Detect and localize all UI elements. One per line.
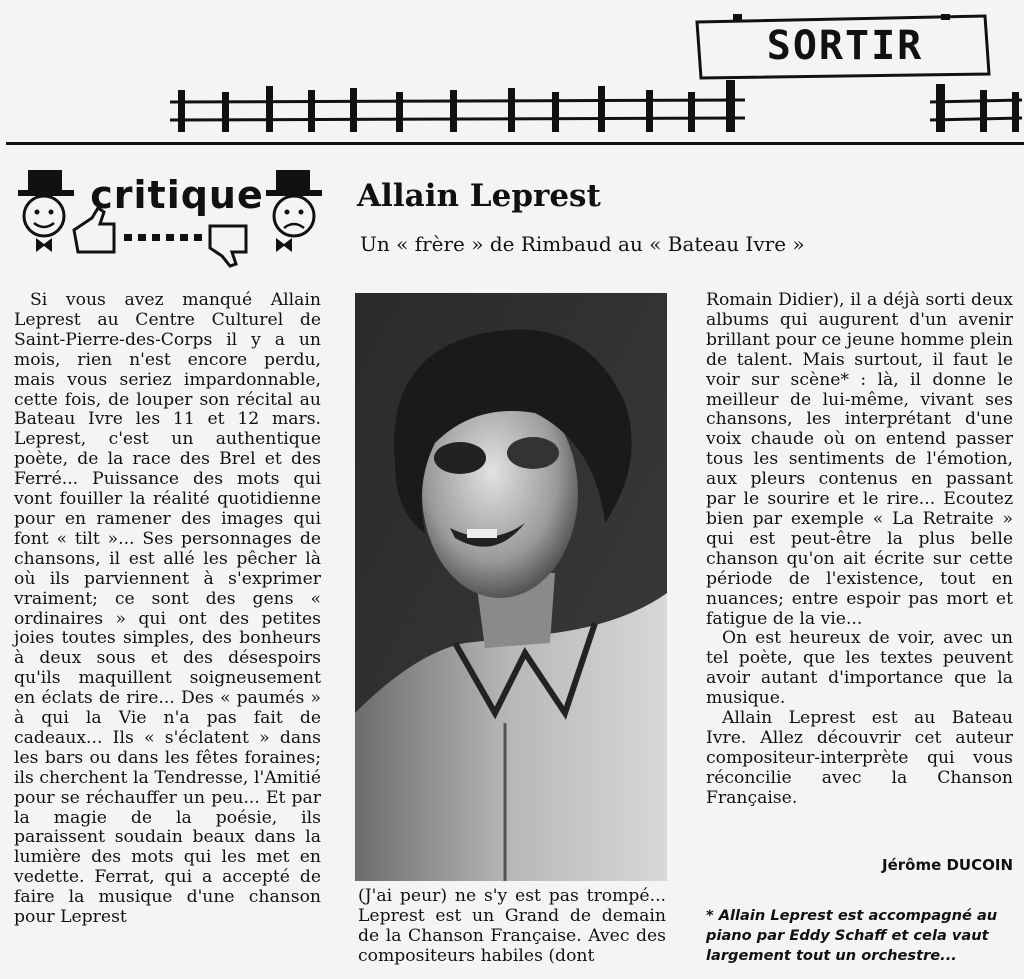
footnote: * Allain Leprest est accompagné au piano par Eddy Schaff et cela vaut largement tout un orchestre...	[706, 907, 998, 964]
paragraph: (J'ai peur) ne s'y est pas trompé... Leprest est un Grand de demain de la Chanson Française. Avec des compositeurs habiles (dont	[358, 886, 666, 966]
article-subtitle: Un « frère » de Rimbaud au « Bateau Ivre »	[360, 232, 805, 256]
portrait-photo	[355, 293, 667, 881]
page-header	[0, 0, 1024, 148]
section-label: SORTIR	[766, 23, 924, 69]
header-rule	[6, 142, 1024, 145]
paragraph: Allain Leprest est au Bateau Ivre. Allez découvrir cet auteur compositeur-interprète qui vous réconcilie avec la Chanson Française.	[706, 708, 1013, 808]
article-column-3	[706, 291, 1013, 809]
author-byline: Jérôme DUCOIN	[881, 856, 1013, 874]
fence-illustration	[160, 80, 1024, 140]
article-column-2	[358, 887, 666, 967]
paragraph: Si vous avez manqué Allain Leprest au Centre Culturel de Saint-Pierre-des-Corps il y a un mois, rien n'est encore perdu, mais vous seriez impardonnable, cette fois, de louper son récital au Bateau Ivre les 11 et 12 mars. Leprest, c'est un authentique poète, de la race des Brel et des Ferré... Puissance des mots qui vont fouiller la réalité quotidienne pour en ramener des images qui font « tilt »... Ses personnages de chansons, il est allé les pêcher là où ils parviennent à s'exprimer vraiment; ce sont des gens « ordinaires » qui ont des petites joies toutes simples, des bonheurs à deux sous et des désespoirs qu'ils maquillent soigneusement en éclats de rire... Des « paumés » à qui la Vie n'a pas fait de cadeaux... Ils « s'éclatent » dans les bars ou dans les fêtes foraines; ils cherchent la Tendresse, l'Amitié pour se réchauffer un peu... Et par la magie de la poésie, ils paraissent soudain beaux dans la lumière des mots qui les met en vedette. Ferrat, qui a accepté de faire la musique d'une chanson pour Leprest	[14, 290, 321, 928]
paragraph: On est heureux de voir, avec un tel poète, que les textes peuvent avoir autant d'importance que la musique.	[706, 628, 1013, 709]
article-title: Allain Leprest	[357, 178, 601, 214]
paragraph: Romain Didier), il a déjà sorti deux albums qui augurent d'un avenir brillant pour ce jeune homme plein de talent. Mais surtout, il faut le voir sur scène* : là, il donne le meilleur de lui-même, vivant ses chansons, les interprétant d'une voix chaude où on entend passer tous les sentiments de l'émotion, aux pleurs contenus en passant par le sourire et le rire... Ecoutez bien par exemple « La Retraite » qui est peut-être la plus belle chanson qu'on ait écrite sur cette période de l'existence, tout en nuances; entre espoir pas mort et fatigue de la vie...	[706, 290, 1013, 629]
article-column-1	[14, 291, 321, 928]
critique-wordmark: critique	[90, 173, 264, 217]
